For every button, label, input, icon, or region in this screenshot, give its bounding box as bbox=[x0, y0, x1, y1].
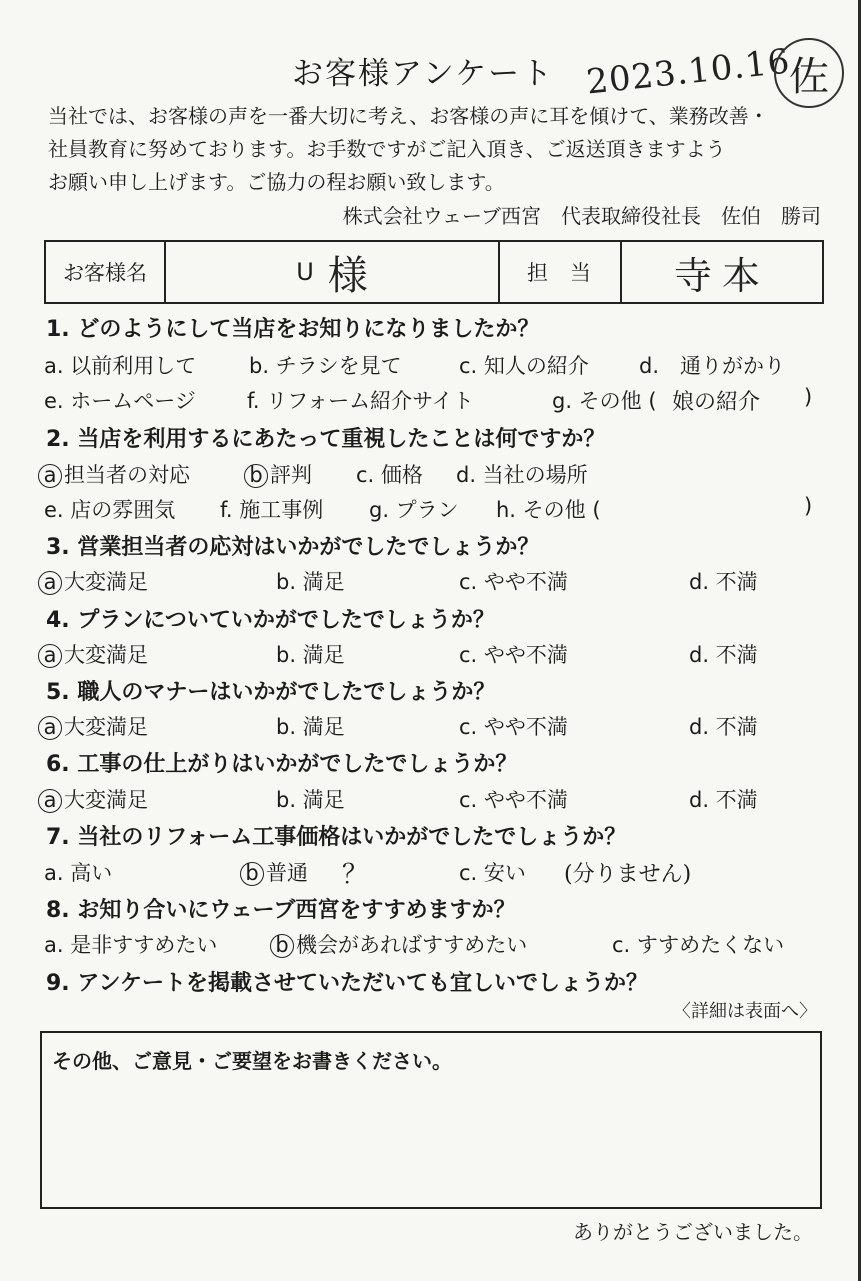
staff-label: 担当 bbox=[500, 242, 622, 302]
q5-option-a[interactable]: a 大変満足 bbox=[38, 711, 148, 741]
selected-mark: a bbox=[38, 644, 62, 668]
q4-option-a[interactable]: a 大変満足 bbox=[38, 639, 148, 669]
q3-option-d[interactable]: d. 不満 bbox=[689, 570, 758, 594]
q5-option-d[interactable]: d. 不満 bbox=[689, 715, 758, 739]
intro-line: 社員教育に努めております。お手数ですがご記入頂き、ご返送頂きますよう bbox=[48, 137, 726, 161]
question-8: 8. お知り合いにウェーブ西宮をすすめますか？ bbox=[46, 898, 516, 923]
q2-option-b[interactable]: b 評判 bbox=[244, 459, 312, 489]
customer-suffix: 様 bbox=[327, 252, 368, 299]
q2-options-row2 bbox=[44, 494, 824, 524]
q1-option-c[interactable]: c. 知人の紹介 bbox=[459, 354, 589, 378]
q6-options bbox=[44, 784, 824, 814]
q8-option-a[interactable]: a. 是非すすめたい bbox=[44, 933, 218, 957]
q2-option-e[interactable]: e. 店の雰囲気 bbox=[44, 498, 176, 522]
thanks-text: ありがとうございました。 bbox=[573, 1220, 813, 1244]
selected-mark: a bbox=[38, 464, 62, 488]
q9-detail-note: 〈詳細は表面へ〉 bbox=[673, 1001, 817, 1022]
q7-note: (分りません) bbox=[564, 862, 692, 887]
customer-name-label: お客様名 bbox=[46, 242, 166, 302]
q2-option-a[interactable]: a 担当者の対応 bbox=[38, 459, 190, 489]
q1-options-row1 bbox=[44, 350, 824, 380]
q1-option-e[interactable]: e. ホームページ bbox=[44, 389, 196, 413]
q6-option-a[interactable]: a 大変満足 bbox=[38, 784, 148, 814]
selected-mark: b bbox=[270, 934, 294, 958]
q3-option-c[interactable]: c. やや不満 bbox=[459, 570, 568, 594]
q6-option-b[interactable]: b. 満足 bbox=[276, 788, 345, 812]
form-title: お客様アンケート bbox=[292, 56, 555, 92]
handwritten-date: 2023.10.16 bbox=[584, 41, 793, 103]
q1-option-b[interactable]: b. チラシを見て bbox=[249, 354, 402, 378]
q2-option-g[interactable]: g. プラン bbox=[369, 498, 459, 522]
company-position: 代表取締役社長 bbox=[561, 204, 701, 228]
q1-options-row2 bbox=[44, 385, 824, 415]
question-2: 2. 当店を利用するにあたって重視したことは何ですか？ bbox=[46, 427, 606, 452]
q2-option-h[interactable]: h. その他 ( bbox=[496, 498, 601, 522]
q7-options bbox=[44, 857, 824, 890]
q1-other-note: 娘の紹介 bbox=[672, 390, 761, 415]
question-4: 4. プランについていかがでしたでしょうか？ bbox=[46, 608, 495, 633]
question-9: 9. アンケートを掲載させていただいても宜しいでしょうか？ bbox=[46, 971, 649, 996]
q5-option-c[interactable]: c. やや不満 bbox=[459, 715, 568, 739]
q2-options-row1 bbox=[44, 459, 824, 489]
q7-option-b[interactable]: b 普通 bbox=[240, 857, 308, 887]
q3-option-a[interactable]: a 大変満足 bbox=[38, 566, 148, 596]
q1-option-a[interactable]: a. 以前利用して bbox=[44, 354, 197, 378]
q8-option-c[interactable]: c. すすめたくない bbox=[612, 933, 785, 957]
company-person: 佐伯 勝司 bbox=[721, 204, 821, 228]
selected-mark: a bbox=[38, 571, 62, 595]
question-6: 6. 工事の仕上がりはいかがでしたでしょうか？ bbox=[46, 752, 518, 777]
selected-mark: b bbox=[240, 862, 264, 886]
q4-options bbox=[44, 639, 824, 669]
q1-option-f[interactable]: f. リフォーム紹介サイト bbox=[247, 389, 474, 413]
q5-option-b[interactable]: b. 満足 bbox=[276, 715, 345, 739]
q3-option-b[interactable]: b. 満足 bbox=[276, 570, 345, 594]
q7-question-mark: ？ bbox=[342, 860, 369, 890]
q2-option-f[interactable]: f. 施工事例 bbox=[220, 498, 324, 522]
q3-options bbox=[44, 566, 824, 596]
customer-initial: U bbox=[296, 258, 314, 286]
question-5: 5. 職人のマナーはいかがでしたでしょうか？ bbox=[46, 680, 496, 705]
q7-option-a[interactable]: a. 高い bbox=[44, 861, 113, 885]
selected-mark: a bbox=[38, 789, 62, 813]
q1-close-paren: ) bbox=[804, 385, 813, 409]
comment-box[interactable] bbox=[40, 1031, 822, 1209]
company-name: 株式会社ウェーブ西宮 bbox=[342, 204, 541, 228]
q8-options bbox=[44, 929, 824, 959]
staff-name-field[interactable]: 寺本 bbox=[673, 253, 770, 298]
customer-info-table bbox=[44, 240, 824, 304]
company-signature bbox=[343, 200, 821, 229]
q8-option-b[interactable]: b 機会があればすすめたい bbox=[270, 929, 527, 959]
q1-option-g[interactable]: g. その他 ( bbox=[552, 389, 657, 413]
question-3: 3. 営業担当者の応対はいかがでしたでしょうか？ bbox=[46, 535, 540, 560]
q6-option-c[interactable]: c. やや不満 bbox=[459, 788, 568, 812]
q4-option-c[interactable]: c. やや不満 bbox=[459, 643, 568, 667]
question-1: 1. どのようにして当店をお知りになりましたか？ bbox=[46, 317, 540, 342]
selected-mark: b bbox=[244, 464, 268, 488]
selected-mark: a bbox=[38, 716, 62, 740]
q1-option-d[interactable]: d. 通りがかり bbox=[639, 354, 786, 378]
q5-options bbox=[44, 711, 824, 741]
q4-option-b[interactable]: b. 満足 bbox=[276, 643, 345, 667]
q2-close-paren: ) bbox=[804, 494, 813, 518]
q2-option-c[interactable]: c. 価格 bbox=[356, 463, 423, 487]
question-7: 7. 当社のリフォーム工事価格はいかがでしたでしょうか？ bbox=[46, 825, 627, 850]
seal-stamp: 佐 bbox=[774, 38, 844, 108]
intro-line: 当社では、お客様の声を一番大切に考え、お客様の声に耳を傾けて、業務改善・ bbox=[48, 104, 769, 128]
customer-name-field[interactable] bbox=[166, 242, 500, 302]
intro-paragraph bbox=[48, 100, 828, 199]
q2-option-d[interactable]: d. 当社の場所 bbox=[456, 463, 588, 487]
intro-line: お願い申し上げます。ご協力の程お願い致します。 bbox=[48, 170, 505, 194]
q7-option-c[interactable]: c. 安い bbox=[459, 861, 526, 885]
comment-label: その他、ご意見・ご要望をお書きください。 bbox=[52, 1049, 452, 1073]
q6-option-d[interactable]: d. 不満 bbox=[689, 788, 758, 812]
q4-option-d[interactable]: d. 不満 bbox=[689, 643, 758, 667]
